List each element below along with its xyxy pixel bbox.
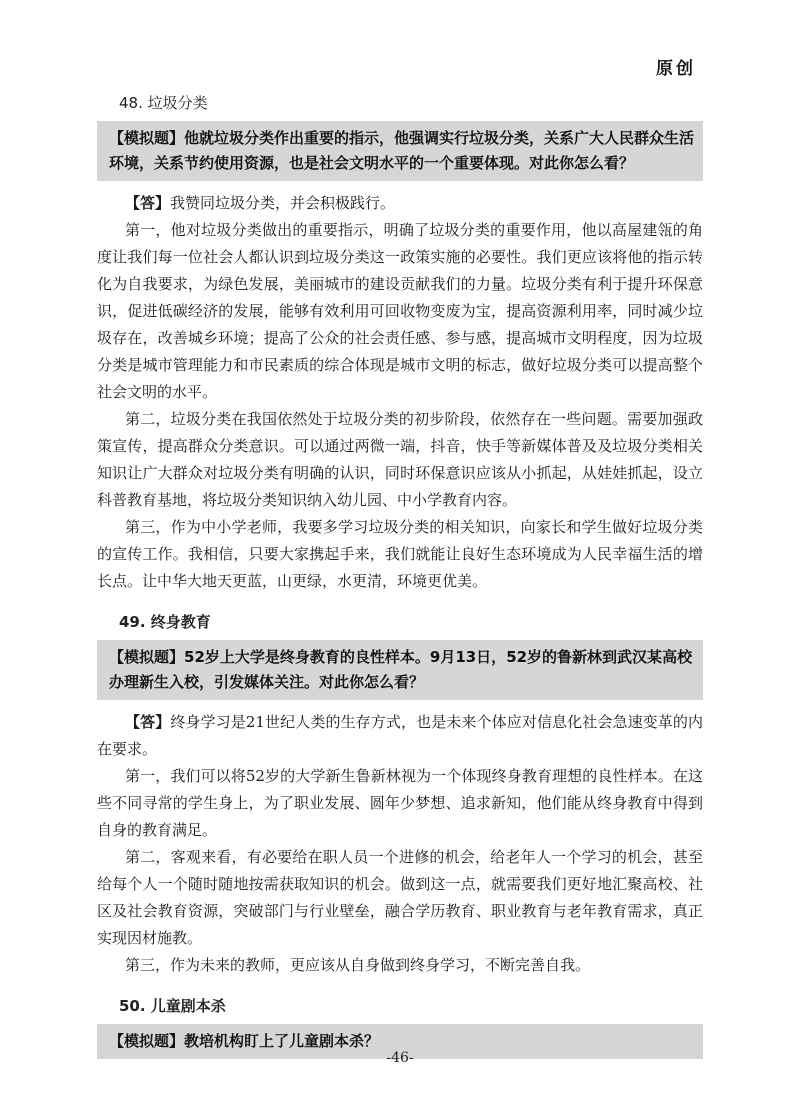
answer-paragraph: 第二，客观来看，有必要给在职人员一个进修的机会，给老年人一个学习的机会，甚至给每个人一个随时随地按需获取知识的机会。做到这一点，就需要我们更好地汇聚高校、社区及社会教育资源，突破部门与行业壁垒，融合学历教育、职业教育与老年教育需求，真正实现因材施教。 xyxy=(97,848,703,947)
question-box: 【模拟题】教培机构盯上了儿童剧本杀？ xyxy=(97,1024,703,1059)
section-title: 48. 垃圾分类 xyxy=(119,94,208,112)
question-box: 【模拟题】他就垃圾分类作出重要的指示，他强调实行垃圾分类，关系广大人民群众生活环境，关系节约使用资源，也是社会文明水平的一个重要体现。对此你怎么看？ xyxy=(97,121,703,181)
answer-paragraph: 第一，他对垃圾分类做出的重要指示，明确了垃圾分类的重要作用，他以高屋建瓴的角度让我们每一位社会人都认识到垃圾分类这一政策实施的必要性。我们更应该将他的指示转化为自我要求，为绿色发展，美丽城市的建设贡献我们的力量。垃圾分类有利于提升环保意识，促进低碳经济的发展，能够有效利用可回收物变废为宝，提高资源利用率，同时减少垃圾存在，改善城乡环境；提高了公众的社会责任感、参与感，提高城市文明程度，因为垃圾分类是城市管理能力和市民素质的综合体现是城市文明的标志，做好垃圾分类可以提高整个社会文明的水平。 xyxy=(97,221,703,401)
answer-paragraph: 第一，我们可以将52岁的大学新生鲁新林视为一个体现终身教育理想的良性样本。在这些不同寻常的学生身上，为了职业发展、圆年少梦想、追求新知，他们能从终身教育中得到自身的教育满足。 xyxy=(97,767,703,839)
answer-intro: 【答】终身学习是21世纪人类的生存方式，也是未来个体应对信息化社会急速变革的内在要求。 xyxy=(97,713,703,758)
answer-paragraph: 第三，作为中小学老师，我要多学习垃圾分类的相关知识，向家长和学生做好垃圾分类的宣传工作。我相信，只要大家携起手来，我们就能让良好生态环境成为人民幸福生活的增长点。让中华大地天更蓝，山更绿，水更清，环境更优美。 xyxy=(97,518,703,590)
section-title: 50. 儿童剧本杀 xyxy=(119,997,226,1015)
content-area xyxy=(97,90,703,1068)
answer-paragraph: 第三，作为未来的教师，更应该从自身做到终身学习，不断完善自我。 xyxy=(125,956,591,974)
answer-paragraph: 第二，垃圾分类在我国依然处于垃圾分类的初步阶段，依然存在一些问题。需要加强政策宣传，提高群众分类意识。可以通过两微一端，抖音，快手等新媒体普及及垃圾分类相关知识让广大群众对垃圾分类有明确的认识，同时环保意识应该从小抓起，从娃娃抓起，设立科普教育基地，将垃圾分类知识纳入幼儿园、中小学教育内容。 xyxy=(97,410,703,509)
section-title: 49. 终身教育 xyxy=(119,613,211,631)
answer-intro: 【答】我赞同垃圾分类，并会积极践行。 xyxy=(125,194,396,212)
page-number: -46- xyxy=(386,1050,414,1066)
answer-label: 【答】 xyxy=(125,194,171,212)
answer-label: 【答】 xyxy=(125,713,171,731)
original-badge: 原创 xyxy=(656,59,696,79)
question-box: 【模拟题】52岁上大学是终身教育的良性样本。9月13日，52岁的鲁新林到武汉某高校办理新生入校，引发媒体关注。对此你怎么看？ xyxy=(97,640,703,700)
